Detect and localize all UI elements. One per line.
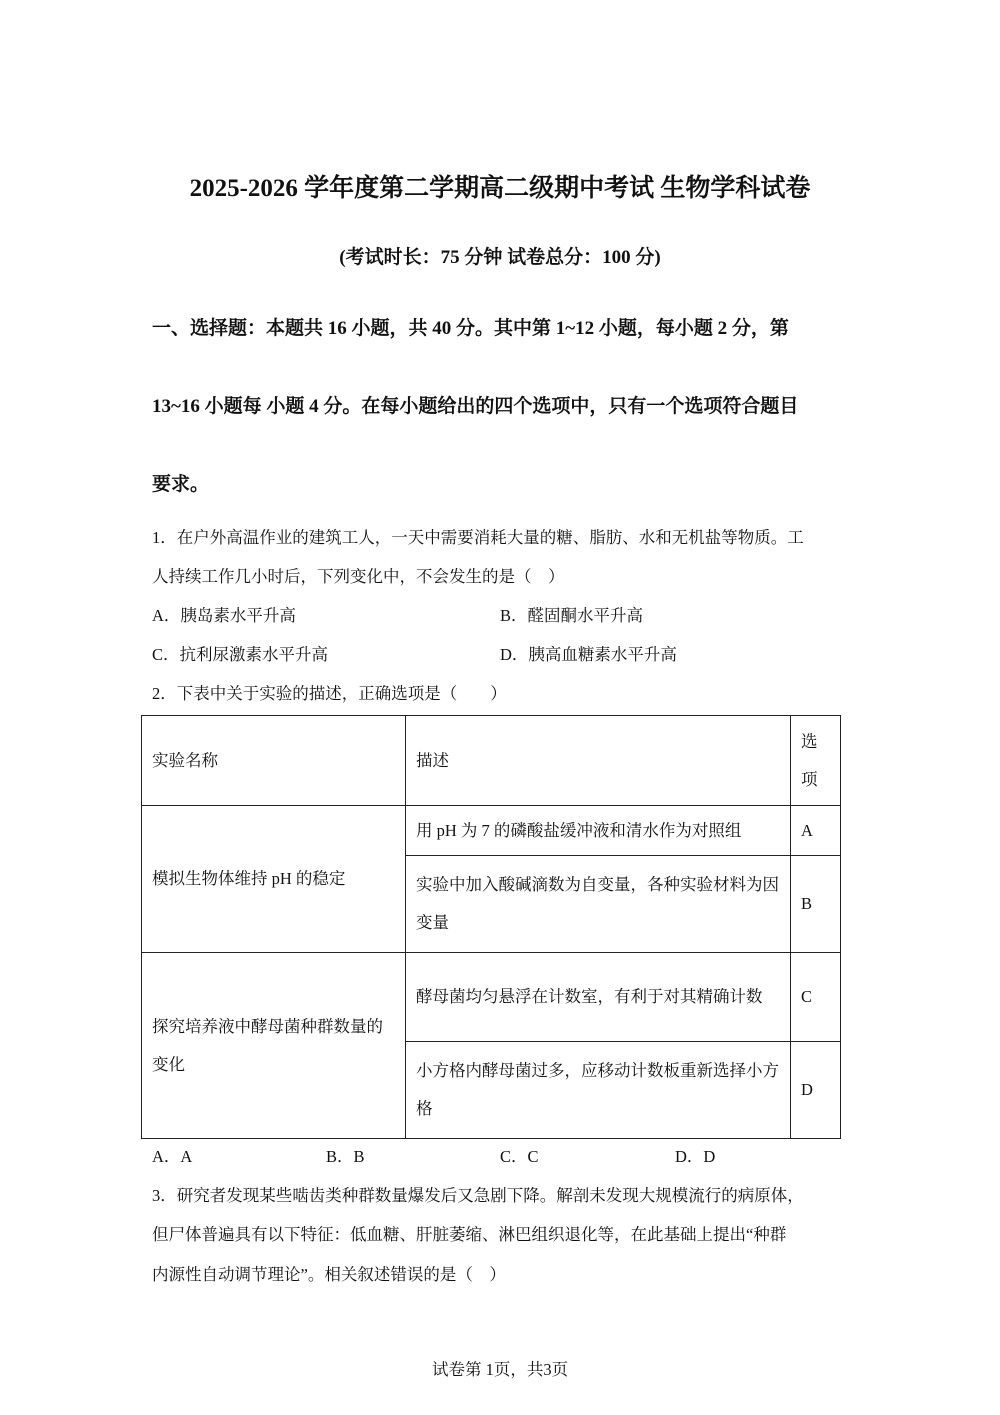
- header-option: 选项: [791, 716, 841, 806]
- question-1-option-c: C．抗利尿激素水平升高: [152, 645, 329, 664]
- option-cell: D: [791, 1042, 841, 1139]
- option-cell: B: [791, 856, 841, 953]
- question-3-stem-line-3: 内源性自动调节理论”。相关叙述错误的是（ ）: [152, 1265, 506, 1284]
- exam-subtitle: (考试时长：75 分钟 试卷总分：100 分): [339, 247, 661, 268]
- question-1-option-d: D．胰高血糖素水平升高: [500, 645, 677, 664]
- question-3-stem-line-2: 但尸体普遍具有以下特征：低血糖、肝脏萎缩、淋巴组织退化等，在此基础上提出“种群: [152, 1225, 787, 1244]
- section-heading-line-3: 要求。: [152, 474, 210, 495]
- description-cell: 实验中加入酸碱滴数为自变量，各种实验材料为因变量: [406, 856, 791, 953]
- table-row: [142, 806, 841, 856]
- question-1-option-b: B．醛固酮水平升高: [500, 606, 644, 625]
- header-experiment-name: 实验名称: [142, 716, 406, 806]
- description-cell: 用 pH 为 7 的磷酸盐缓冲液和清水作为对照组: [406, 806, 791, 856]
- exam-title: 2025-2026 学年度第二学期高二级期中考试 生物学科试卷: [189, 175, 811, 202]
- question-2-option-a: A．A: [152, 1147, 193, 1166]
- page-footer: 试卷第 1页，共3页: [431, 1360, 569, 1379]
- experiment-name-cell: 模拟生物体维持 pH 的稳定: [142, 806, 406, 953]
- question-2-option-d: D．D: [675, 1147, 716, 1166]
- question-2-stem: 2．下表中关于实验的描述，正确选项是（ ）: [152, 684, 507, 703]
- question-1-stem-line-1: 1．在户外高温作业的建筑工人，一天中需要消耗大量的糖、脂肪、水和无机盐等物质。工: [152, 528, 804, 547]
- option-cell: A: [791, 806, 841, 856]
- option-cell: C: [791, 953, 841, 1042]
- section-heading-line-2: 13~16 小题每 小题 4 分。在每小题给出的四个选项中，只有一个选项符合题目: [152, 396, 799, 417]
- table-row: [142, 953, 841, 1042]
- description-cell: 小方格内酵母菌过多，应移动计数板重新选择小方格: [406, 1042, 791, 1139]
- experiment-name-cell: 探究培养液中酵母菌种群数量的变化: [142, 953, 406, 1139]
- table-header-row: [142, 716, 841, 806]
- section-heading-line-1: 一、选择题：本题共 16 小题，共 40 分。其中第 1~12 小题，每小题 2 分，第: [152, 318, 789, 339]
- question-2-option-c: C．C: [500, 1147, 539, 1166]
- question-2-option-b: B．B: [326, 1147, 365, 1166]
- header-description: 描述: [406, 716, 791, 806]
- experiment-table: [141, 715, 841, 1139]
- question-1-option-a: A．胰岛素水平升高: [152, 606, 296, 625]
- description-cell: 酵母菌均匀悬浮在计数室，有利于对其精确计数: [406, 953, 791, 1042]
- question-3-stem-line-1: 3．研究者发现某些啮齿类种群数量爆发后又急剧下降。解剖未发现大规模流行的病原体，: [152, 1186, 804, 1205]
- question-1-stem-line-2: 人持续工作几小时后，下列变化中，不会发生的是（ ）: [152, 567, 565, 586]
